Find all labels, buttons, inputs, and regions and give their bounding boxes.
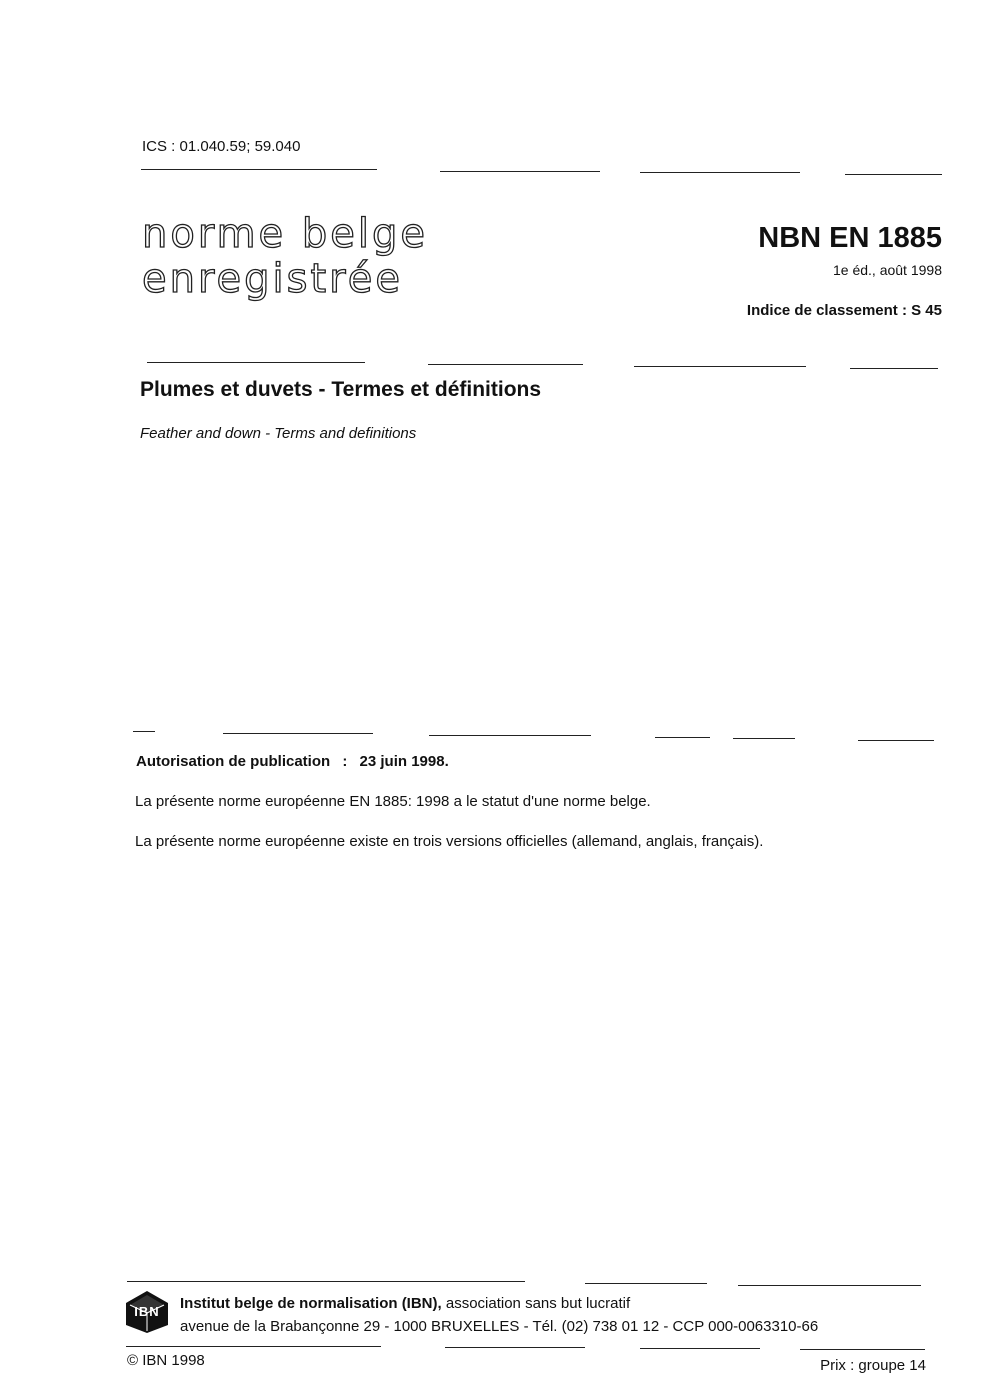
divider — [141, 169, 377, 170]
publication-separator: : — [342, 753, 348, 770]
document-title: Plumes et duvets - Termes et définitions — [140, 378, 542, 401]
divider — [127, 1281, 525, 1282]
standard-status-label: enregistrée — [142, 256, 403, 302]
divider — [655, 737, 710, 738]
divider — [585, 1283, 707, 1284]
divider — [738, 1285, 921, 1286]
divider — [429, 735, 591, 736]
ibn-logo-text: IBN — [134, 1304, 160, 1319]
divider — [147, 362, 365, 363]
standard-code: NBN EN 1885 — [758, 222, 942, 254]
divider — [428, 364, 583, 365]
divider — [634, 366, 806, 367]
institute-description: association sans but lucratif — [441, 1295, 631, 1312]
divider — [640, 1348, 760, 1349]
document-title-english: Feather and down - Terms and definitions — [140, 425, 417, 442]
divider — [445, 1347, 585, 1348]
publication-authorization — [136, 753, 449, 770]
divider — [126, 1346, 381, 1347]
divider — [133, 731, 155, 732]
standard-status-label: norme belge — [142, 211, 428, 257]
price-group: Prix : groupe 14 — [820, 1357, 926, 1374]
ics-code: ICS : 01.040.59; 59.040 — [142, 138, 301, 155]
divider — [640, 172, 800, 173]
status-paragraph: La présente norme européenne EN 1885: 1998 a le statut d'une norme belge. — [135, 793, 651, 810]
institute-name-bold: Institut belge de normalisation (IBN), — [180, 1295, 442, 1312]
divider — [223, 733, 373, 734]
publication-date: 23 juin 1998. — [359, 753, 449, 770]
institute-address: avenue de la Brabançonne 29 - 1000 BRUXELLES - Tél. (02) 738 01 12 - CCP 000-0063310-66 — [180, 1318, 819, 1335]
divider — [800, 1349, 925, 1350]
divider — [440, 171, 600, 172]
classification-index: Indice de classement : S 45 — [746, 302, 942, 319]
institute-name — [180, 1295, 630, 1312]
ibn-logo — [124, 1289, 170, 1335]
divider — [858, 740, 934, 741]
divider — [850, 368, 938, 369]
versions-paragraph: La présente norme européenne existe en trois versions officielles (allemand, anglais, français). — [135, 833, 764, 850]
edition-date: 1e éd., août 1998 — [833, 262, 942, 278]
divider — [845, 174, 942, 175]
copyright: © IBN 1998 — [127, 1352, 205, 1369]
divider — [733, 738, 795, 739]
publication-label: Autorisation de publication — [136, 753, 331, 770]
